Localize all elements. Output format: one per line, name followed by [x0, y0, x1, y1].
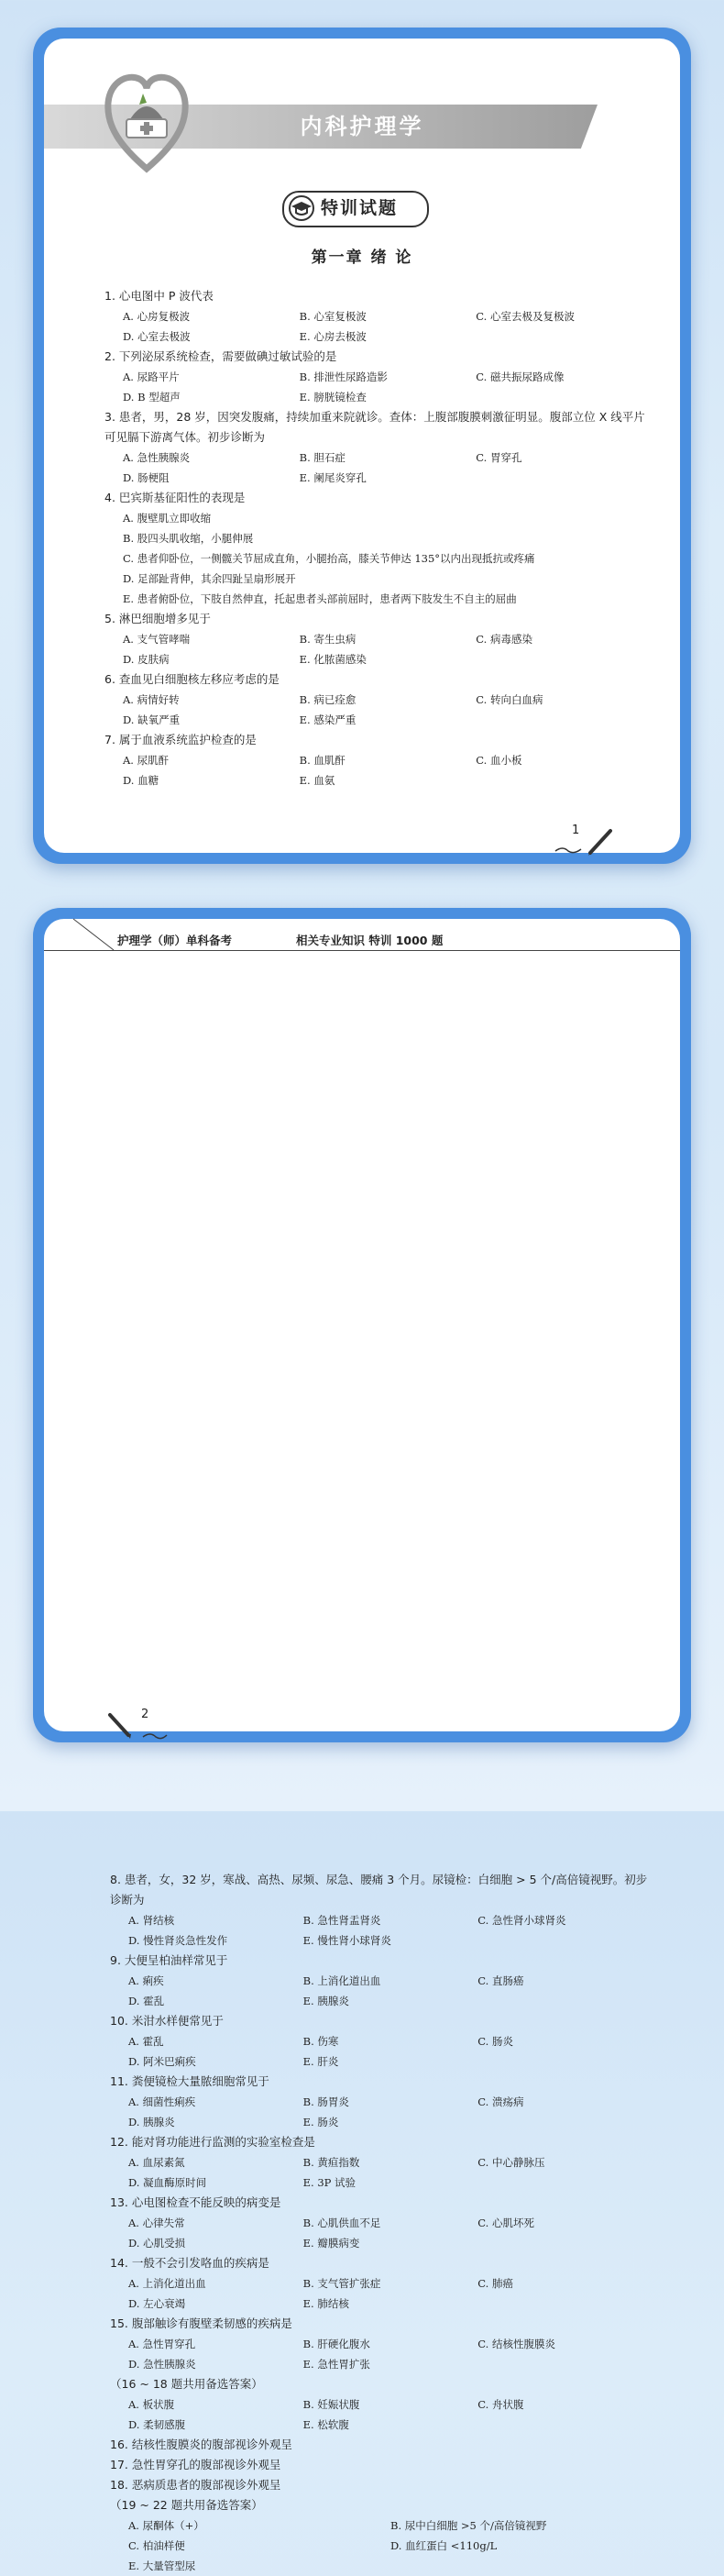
answer-option: C. 中心静脉压 — [477, 2156, 545, 2169]
question-stem: 6. 查血见白细胞核左移应考虑的是 — [104, 672, 280, 686]
question-stem: 13. 心电图检查不能反映的病变是 — [110, 2195, 281, 2209]
question-stem: 11. 粪便镜检大量脓细胞常见于 — [110, 2074, 269, 2088]
answer-option: B. 黄疸指数 — [302, 2156, 360, 2169]
answer-option: D. 心室去极波 — [123, 330, 191, 343]
question-item — [110, 2475, 653, 2495]
question-stem: 17. 急性胃穿孔的腹部视诊外观呈 — [110, 2458, 281, 2471]
answer-option: B. 肝硬化腹水 — [302, 2338, 370, 2350]
banner-title: 内科护理学 — [300, 114, 424, 139]
option-group — [104, 690, 653, 730]
question-item — [110, 2253, 653, 2314]
answer-option: C. 磁共振尿路成像 — [476, 370, 565, 383]
answer-option: A. 尿路平片 — [123, 370, 180, 383]
question-stem: 4. 巴宾斯基征阳性的表现是 — [104, 491, 246, 504]
answer-option: B. 心室复极波 — [299, 310, 367, 323]
answer-option: E. 慢性肾小球肾炎 — [302, 1934, 391, 1947]
answer-option: C. 柏油样便 — [128, 2539, 185, 2552]
answer-option: D. 左心衰竭 — [128, 2297, 186, 2310]
answer-option: E. 血氨 — [299, 774, 335, 787]
question-item — [104, 730, 653, 790]
answer-option: B. 股四头肌收缩，小腿伸展 — [123, 532, 254, 545]
question-stem: （19 ~ 22 题共用备选答案） — [110, 2498, 263, 2512]
answer-option: D. 缺氧严重 — [123, 713, 181, 726]
option-group — [104, 448, 653, 488]
option-group — [110, 2273, 653, 2314]
answer-option: A. 肾结核 — [128, 1914, 175, 1927]
answer-option: C. 结核性腹膜炎 — [477, 2338, 555, 2350]
answer-option: D. 阿米巴痢疾 — [128, 2055, 196, 2068]
running-header — [44, 919, 680, 951]
option-group — [104, 367, 653, 407]
answer-option: D. 霍乱 — [128, 1995, 165, 2007]
answer-option: E. 大量管型尿 — [128, 2559, 196, 2572]
option-group — [110, 2092, 653, 2132]
answer-option: A. 急性胰腺炎 — [123, 451, 191, 464]
answer-option: E. 肺结核 — [302, 2297, 349, 2310]
answer-option: B. 肠胃炎 — [302, 2095, 349, 2108]
answer-option: D. 急性胰腺炎 — [128, 2358, 196, 2371]
question-item — [104, 609, 653, 669]
question-item — [104, 488, 653, 609]
answer-option: E. 3P 试验 — [302, 2176, 357, 2189]
question-item — [110, 2435, 653, 2455]
answer-option: E. 膀胱镜检查 — [299, 391, 367, 404]
answer-option: C. 患者仰卧位，一侧髋关节屈成直角，小腿抬高，膝关节伸达 135°以内出现抵抗或疼痛 — [123, 552, 535, 565]
answer-option: B. 排泄性尿路造影 — [299, 370, 388, 383]
answer-option: A. 急性胃穿孔 — [128, 2338, 196, 2350]
answer-option: E. 肠炎 — [302, 2116, 339, 2128]
answer-option: C. 转向白血病 — [476, 693, 543, 706]
question-stem: 1. 心电图中 P 波代表 — [104, 289, 214, 303]
answer-option: E. 化脓菌感染 — [299, 653, 367, 666]
pen-icon — [554, 825, 618, 857]
option-group — [110, 2394, 653, 2435]
option-group — [110, 2213, 653, 2253]
answer-option: A. 上消化道出血 — [128, 2277, 206, 2290]
question-stem: 14. 一般不会引发咯血的疾病是 — [110, 2256, 269, 2270]
question-stem: 15. 腹部触诊有腹壁柔韧感的疾病是 — [110, 2316, 292, 2330]
question-stem: 18. 恶病质患者的腹部视诊外观呈 — [110, 2478, 281, 2492]
answer-option: E. 肝炎 — [302, 2055, 339, 2068]
question-item — [110, 2072, 653, 2132]
answer-option: B. 急性肾盂肾炎 — [302, 1914, 381, 1927]
answer-option: D. 胰腺炎 — [128, 2116, 175, 2128]
answer-option: A. 痢疾 — [128, 1974, 164, 1987]
answer-option: A. 尿酮体（+） — [128, 2519, 204, 2532]
question-item — [110, 2495, 653, 2576]
answer-option: A. 支气管哮喘 — [123, 633, 191, 646]
answer-option: B. 妊娠状腹 — [302, 2398, 360, 2411]
answer-option: D. 足部趾背伸，其余四趾呈扇形展开 — [123, 572, 296, 585]
option-group — [110, 2031, 653, 2072]
answer-option: E. 松软腹 — [302, 2418, 349, 2431]
answer-option: D. 心肌受损 — [128, 2237, 186, 2250]
page-card-2 — [33, 908, 691, 2572]
question-item — [110, 2011, 653, 2072]
answer-option: D. 血糖 — [123, 774, 159, 787]
question-item — [110, 2193, 653, 2253]
pen-icon — [106, 1713, 170, 1742]
option-group — [110, 2515, 653, 2576]
answer-option: C. 肺癌 — [477, 2277, 513, 2290]
option-group — [110, 2334, 653, 2374]
answer-option: E. 阑尾炎穿孔 — [299, 471, 367, 484]
answer-option: A. 细菌性痢疾 — [128, 2095, 196, 2108]
answer-option: B. 寄生虫病 — [299, 633, 357, 646]
question-stem: 7. 属于血液系统监护检查的是 — [104, 733, 257, 746]
answer-option: C. 血小板 — [476, 754, 522, 767]
page-number: 2 — [141, 1708, 149, 1721]
question-stem: 8. 患者，女，32 岁，寒战、高热、尿频、尿急、腰痛 3 个月。尿镜检：白细胞 > 5 个/高倍镜视野。初步诊断为 — [110, 1873, 648, 1907]
answer-option: A. 心房复极波 — [123, 310, 191, 323]
page-2-sheet — [44, 919, 680, 2572]
question-item — [110, 1870, 653, 1951]
question-list-page-1 — [104, 286, 653, 790]
answer-option: A. 血尿素氮 — [128, 2156, 185, 2169]
question-item — [104, 347, 653, 407]
question-item — [110, 2132, 653, 2193]
special-training-badge — [282, 191, 429, 227]
answer-option: C. 急性肾小球肾炎 — [477, 1914, 566, 1927]
answer-option: A. 板状腹 — [128, 2398, 175, 2411]
page-card-1 — [33, 28, 691, 864]
option-group — [104, 750, 653, 790]
answer-option: D. 皮肤病 — [123, 653, 170, 666]
question-item — [110, 2374, 653, 2435]
question-stem: 9. 大便呈柏油样常见于 — [110, 1953, 228, 1967]
question-item — [110, 2314, 653, 2374]
answer-option: C. 心肌坏死 — [477, 2217, 534, 2229]
answer-option: D. 血红蛋白 <110g/L — [390, 2539, 498, 2552]
answer-option: E. 急性胃扩张 — [302, 2358, 370, 2371]
option-group — [104, 508, 653, 609]
question-stem: 12. 能对肾功能进行监测的实验室检查是 — [110, 2135, 315, 2149]
answer-option: C. 胃穿孔 — [476, 451, 522, 464]
answer-option: B. 上消化道出血 — [302, 1974, 381, 1987]
question-item — [110, 1951, 653, 2011]
option-group — [104, 629, 653, 669]
question-item — [104, 669, 653, 730]
question-list-page-2 — [110, 1870, 653, 2576]
question-stem: 10. 米泔水样便常见于 — [110, 2014, 224, 2028]
chapter-title: 第一章 绪 论 — [311, 249, 413, 267]
question-item — [104, 407, 653, 488]
answer-option: B. 心肌供血不足 — [302, 2217, 381, 2229]
answer-option: C. 舟状腹 — [477, 2398, 524, 2411]
answer-option: D. 凝血酶原时间 — [128, 2176, 207, 2189]
badge-label: 特训试题 — [321, 198, 399, 218]
option-group — [104, 306, 653, 347]
header-book-title: 护理学（师）单科备考 — [117, 934, 233, 947]
question-item — [104, 286, 653, 347]
answer-option: C. 病毒感染 — [476, 633, 532, 646]
question-stem: （16 ~ 18 题共用备选答案） — [110, 2377, 263, 2391]
answer-option: D. B 型超声 — [123, 391, 181, 404]
answer-option: B. 胆石症 — [299, 451, 346, 464]
answer-option: A. 霍乱 — [128, 2035, 164, 2048]
answer-option: C. 直肠癌 — [477, 1974, 524, 1987]
question-stem: 16. 结核性腹膜炎的腹部视诊外观呈 — [110, 2438, 292, 2451]
answer-option: C. 溃疡病 — [477, 2095, 524, 2108]
question-item — [110, 2455, 653, 2475]
answer-option: D. 肠梗阻 — [123, 471, 170, 484]
option-group — [110, 2152, 653, 2193]
answer-option: B. 尿中白细胞 >5 个/高倍镜视野 — [390, 2519, 547, 2532]
page-number: 1 — [572, 824, 580, 837]
header-subtitle: 相关专业知识 特训 1000 题 — [296, 934, 444, 947]
answer-option: A. 尿肌酐 — [123, 754, 170, 767]
answer-option: A. 心律失常 — [128, 2217, 185, 2229]
answer-option: E. 心房去极波 — [299, 330, 367, 343]
answer-option: B. 伤寒 — [302, 2035, 339, 2048]
answer-option: D. 柔韧感腹 — [128, 2418, 186, 2431]
answer-option: A. 病情好转 — [123, 693, 180, 706]
answer-option: B. 血肌酐 — [299, 754, 346, 767]
page-1-sheet — [44, 39, 680, 853]
answer-option: E. 瓣膜病变 — [302, 2237, 360, 2250]
answer-option: B. 支气管扩张症 — [302, 2277, 381, 2290]
question-stem: 3. 患者，男，28 岁，因突发腹痛，持续加重来院就诊。查体：上腹部腹膜刺激征明显。腹部立位 X 线平片可见膈下游离气体。初步诊断为 — [104, 410, 645, 444]
question-stem: 5. 淋巴细胞增多见于 — [104, 612, 211, 625]
graduation-cap-icon — [288, 194, 315, 222]
answer-option: C. 肠炎 — [477, 2035, 513, 2048]
answer-option: B. 病已痊愈 — [299, 693, 357, 706]
answer-option: E. 患者俯卧位，下肢自然伸直，托起患者头部前屈时，患者两下肢发生不自主的屈曲 — [123, 592, 517, 605]
answer-option: E. 感染严重 — [299, 713, 357, 726]
answer-option: A. 腹壁肌立即收缩 — [123, 512, 212, 525]
answer-option: C. 心室去极及复极波 — [476, 310, 575, 323]
option-group — [110, 1910, 653, 1951]
answer-option: E. 胰腺炎 — [302, 1995, 349, 2007]
option-group — [110, 1971, 653, 2011]
question-stem: 2. 下列泌尿系统检查，需要做碘过敏试验的是 — [104, 349, 337, 363]
answer-option: D. 慢性肾炎急性发作 — [128, 1934, 228, 1947]
